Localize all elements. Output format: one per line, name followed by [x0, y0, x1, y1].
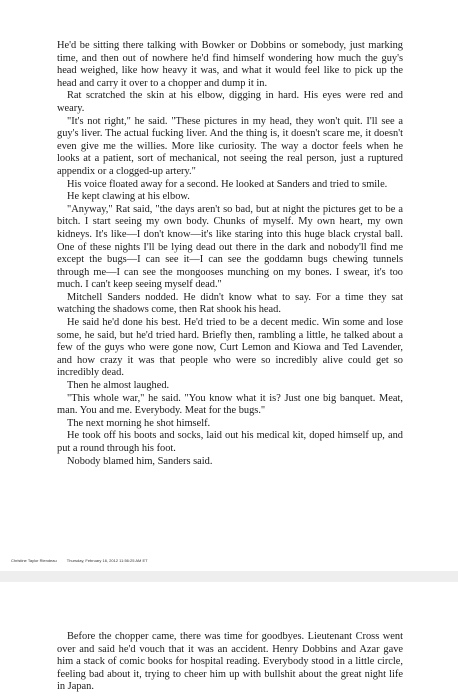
document-page-2 [0, 582, 458, 700]
paragraph: "This whole war," he said. "You know what it is? Just one big banquet. Meat, man. You and me. Everybody. Meat for the bugs." [57, 392, 403, 417]
paragraph: "Anyway," Rat said, "the days aren't so bad, but at night the pictures get to be a bitch. I start seeing my own body. Chunks of myself. My own heart, my own kidneys. It's like—I don't know—it's like staring into this huge black crystal ball. One of these nights I'll be lying dead out there in the dark and nobody'll find me except the bugs—I can see it—I can see the goddamn bugs chewing tunnels through me—I can see the mongooses munching on my bones. I swear, it's too much. I can't keep seeing myself dead." [57, 203, 403, 291]
paragraph: His voice floated away for a second. He looked at Sanders and tried to smile. [67, 178, 388, 190]
paragraph: The next morning he shot himself. [67, 417, 211, 429]
paragraph: Then he almost laughed. [67, 380, 170, 392]
paragraph: He took off his boots and socks, laid out his medical kit, doped himself up, and put a round through his foot. [57, 430, 403, 454]
footer-author: Christine Taylor Riendeau [11, 558, 57, 563]
paragraph: He kept clawing at his elbow. [67, 191, 190, 203]
paragraph: Mitchell Sanders nodded. He didn't know what to say. For a time they sat watching the shadows come, then Rat shook his head. [57, 291, 403, 316]
paragraph: Before the chopper came, there was time for goodbyes. Lieutenant Cross went over and said he'd vouch that it was an accident. Henry Dobbins and Azar gave him a stack of comic books for hospital reading. Everybody stood in a little circle, feeling bad about it, trying to cheer him up with bullshit about the great night life in Japan. [57, 631, 403, 693]
paragraph: "It's not right," he said. "These pictures in my head, they won't quit. I'll see a guy's liver. The actual fucking liver. And the thing is, it doesn't scare me, it doesn't even give me the willies. More like curiosity. The way a doctor feels when he looks at a patient, sort of mechanical, not seeing the real person, just a ruptured appendix or a clogged-up artery." [57, 115, 403, 177]
footer-timestamp: Thursday, February 16, 2012 11:56:25 AM ET [66, 558, 148, 563]
paragraph: He said he'd done his best. He'd tried to be a decent medic. Win some and lose some, he said, but he'd tried hard. Briefly then, rambling a little, he talked about a few of the guys who were gone now, Curt Lemon and Kiowa and Ted Lavender, and how crazy it was that people who were so incredibly alive could get so incredibly dead. [57, 317, 403, 379]
paragraph: Nobody blamed him, Sanders said. [67, 455, 213, 467]
paragraph: Rat scratched the skin at his elbow, digging in hard. His eyes were red and weary. [57, 90, 403, 114]
page-2-body [57, 631, 403, 694]
paragraph: He'd be sitting there talking with Bowker or Dobbins or somebody, just marking time, and then out of nowhere he'd find himself wondering how much the guy's head weighed, like how heavy it was, and what it would feel like to pick up the head and carry it over to a chopper and dump it in. [57, 40, 403, 89]
page-1-body [57, 40, 403, 468]
page-footer [11, 558, 157, 563]
